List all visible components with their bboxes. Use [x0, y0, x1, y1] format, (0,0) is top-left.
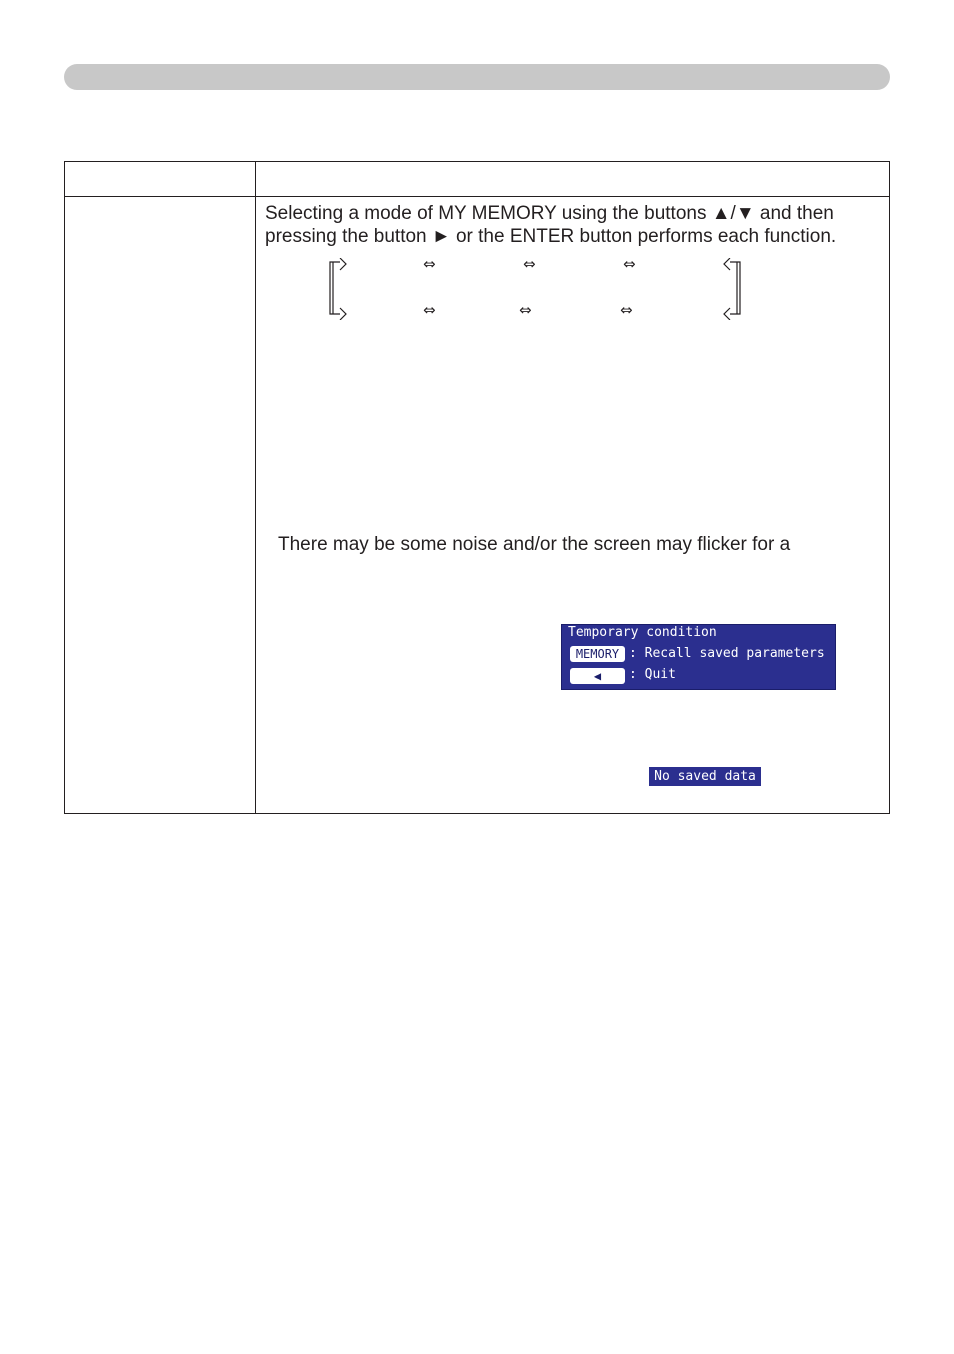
recall-instruction: : Recall saved parameters [629, 646, 825, 661]
table-column-divider [255, 162, 256, 813]
section-header-bar [64, 64, 890, 90]
quit-instruction: : Quit [629, 667, 676, 682]
temporary-condition-dialog [561, 624, 836, 690]
my-memory-description [265, 202, 885, 248]
dialog-title: Temporary condition [568, 625, 717, 640]
cycle-left-bracket-icon [322, 258, 352, 320]
double-arrow-icon: ⇔ [423, 301, 436, 319]
double-arrow-icon: ⇔ [423, 255, 436, 273]
double-arrow-icon: ⇔ [620, 301, 633, 319]
memory-key: MEMORY [570, 646, 625, 662]
description-line-2: pressing the button ► or the ENTER button performs each function. [265, 226, 837, 247]
no-saved-data-message: No saved data [649, 767, 761, 786]
double-arrow-icon: ⇔ [523, 255, 536, 273]
table-header-divider [65, 196, 889, 197]
double-arrow-icon: ⇔ [623, 255, 636, 273]
double-arrow-icon: ⇔ [519, 301, 532, 319]
settings-table [64, 161, 890, 814]
cycle-right-bracket-icon [718, 258, 748, 320]
noise-note: There may be some noise and/or the screen may flicker for a [278, 534, 791, 555]
description-line-1: Selecting a mode of MY MEMORY using the buttons ▲/▼ and then [265, 203, 834, 224]
left-arrow-icon: ◀ [570, 668, 625, 684]
